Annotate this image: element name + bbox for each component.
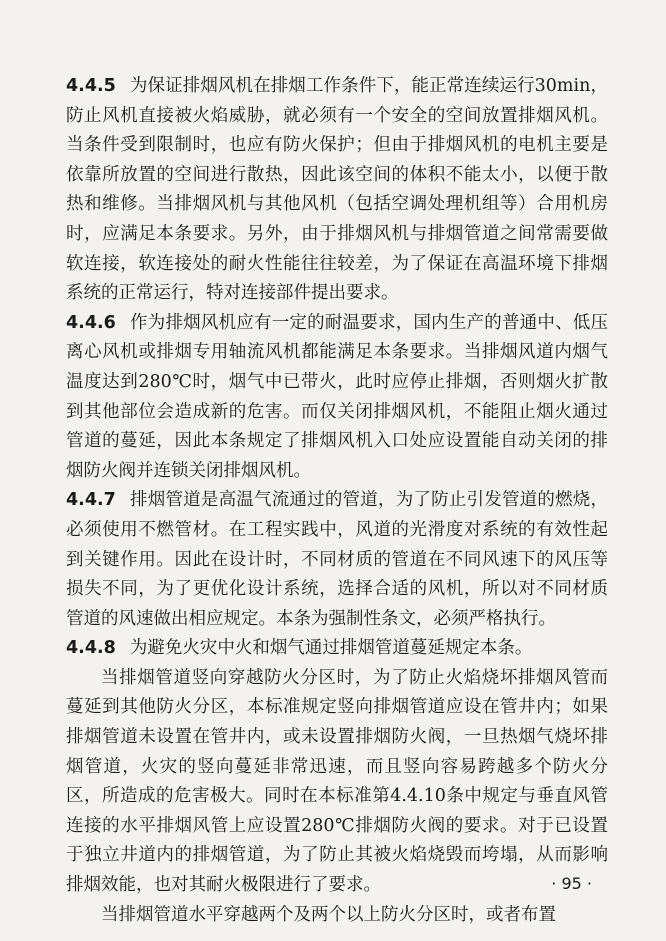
clause-4-4-7 — [66, 486, 608, 634]
clause-4-4-6 — [66, 309, 608, 487]
body-paragraph — [66, 901, 608, 931]
clause-text: 排烟管道是高温气流通过的管道，为了防止引发管道的燃烧，必须使用不燃管材。在工程实践中，风道的光滑度对系统的有效性起到关键作用。因此在设计时，不同材质的管道在不同风速下的风压等损失不同，为了更优化设计系统，选择合适的风机，所以对不同材质管道的风速做出相应规定。本条为强制性条文，必须严格执行。 — [66, 490, 608, 629]
page-number: · 95 · — [551, 874, 592, 893]
clause-4-4-8 — [66, 634, 608, 664]
paragraph-text: 当排烟管道竖向穿越防火分区时，为了防止火焰烧坏排烟风管而蔓延到其他防火分区，本标准规定竖向排烟管道应设在管井内；如果排烟管道未设置在管井内，或未设置排烟防火阀，一旦热烟气烧坏排烟管道，火灾的竖向蔓延非常迅速，而且竖向容易跨越多个防火分区，所造成的危害极大。同时在本标准第4.4.10条中规定与垂直风管连接的水平排烟风管上应设置280℃排烟防火阀的要求。对于已设置于独立井道内的排烟管道，为了防止其被火焰烧毁而垮塌，从而影响排烟效能，也对其耐火极限进行了要求。 — [66, 667, 608, 896]
clause-number: 4.4.8 — [66, 638, 116, 659]
clause-text: 为保证排烟风机在排烟工作条件下，能正常连续运行30min，防止风机直接被火焰威胁，就必须有一个安全的空间放置排烟风机。当条件受到限制时，也应有防火保护；但由于排烟风机的电机主要是依靠所放置的空间进行散热，因此该空间的体积不能太小，以便于散热和维修。当排烟风机与其他风机（包括空调处理机组等）合用机房时，应满足本条要求。另外，由于排烟风机与排烟管道之间常需要做软连接，软连接处的耐火性能往往较差，为了保证在高温环境下排烟系统的正常运行，特对连接部件提出要求。 — [66, 76, 608, 304]
clause-number: 4.4.6 — [66, 312, 116, 333]
body-paragraph — [66, 664, 608, 901]
clause-4-4-5 — [66, 72, 608, 309]
clause-text: 作为排烟风机应有一定的耐温要求，国内生产的普通中、低压离心风机或排烟专用轴流风机都能满足本条要求。当排烟风道内烟气温度达到280℃时，烟气中已带火，此时应停止排烟，否则烟火扩散到其他部位会造成新的危害。而仅关闭排烟风机，不能阻止烟火通过管道的蔓延，因此本条规定了排烟风机入口处应设置能自动关闭的排烟防火阀并连锁关闭排烟风机。 — [66, 312, 608, 481]
clause-number: 4.4.7 — [66, 490, 116, 511]
paragraph-text: 当排烟管道水平穿越两个及两个以上防火分区时，或者布置 — [101, 904, 556, 925]
clause-number: 4.4.5 — [66, 76, 116, 96]
clause-text: 为避免火灾中火和烟气通过排烟管道蔓延规定本条。 — [129, 638, 533, 659]
page-body — [66, 72, 608, 930]
